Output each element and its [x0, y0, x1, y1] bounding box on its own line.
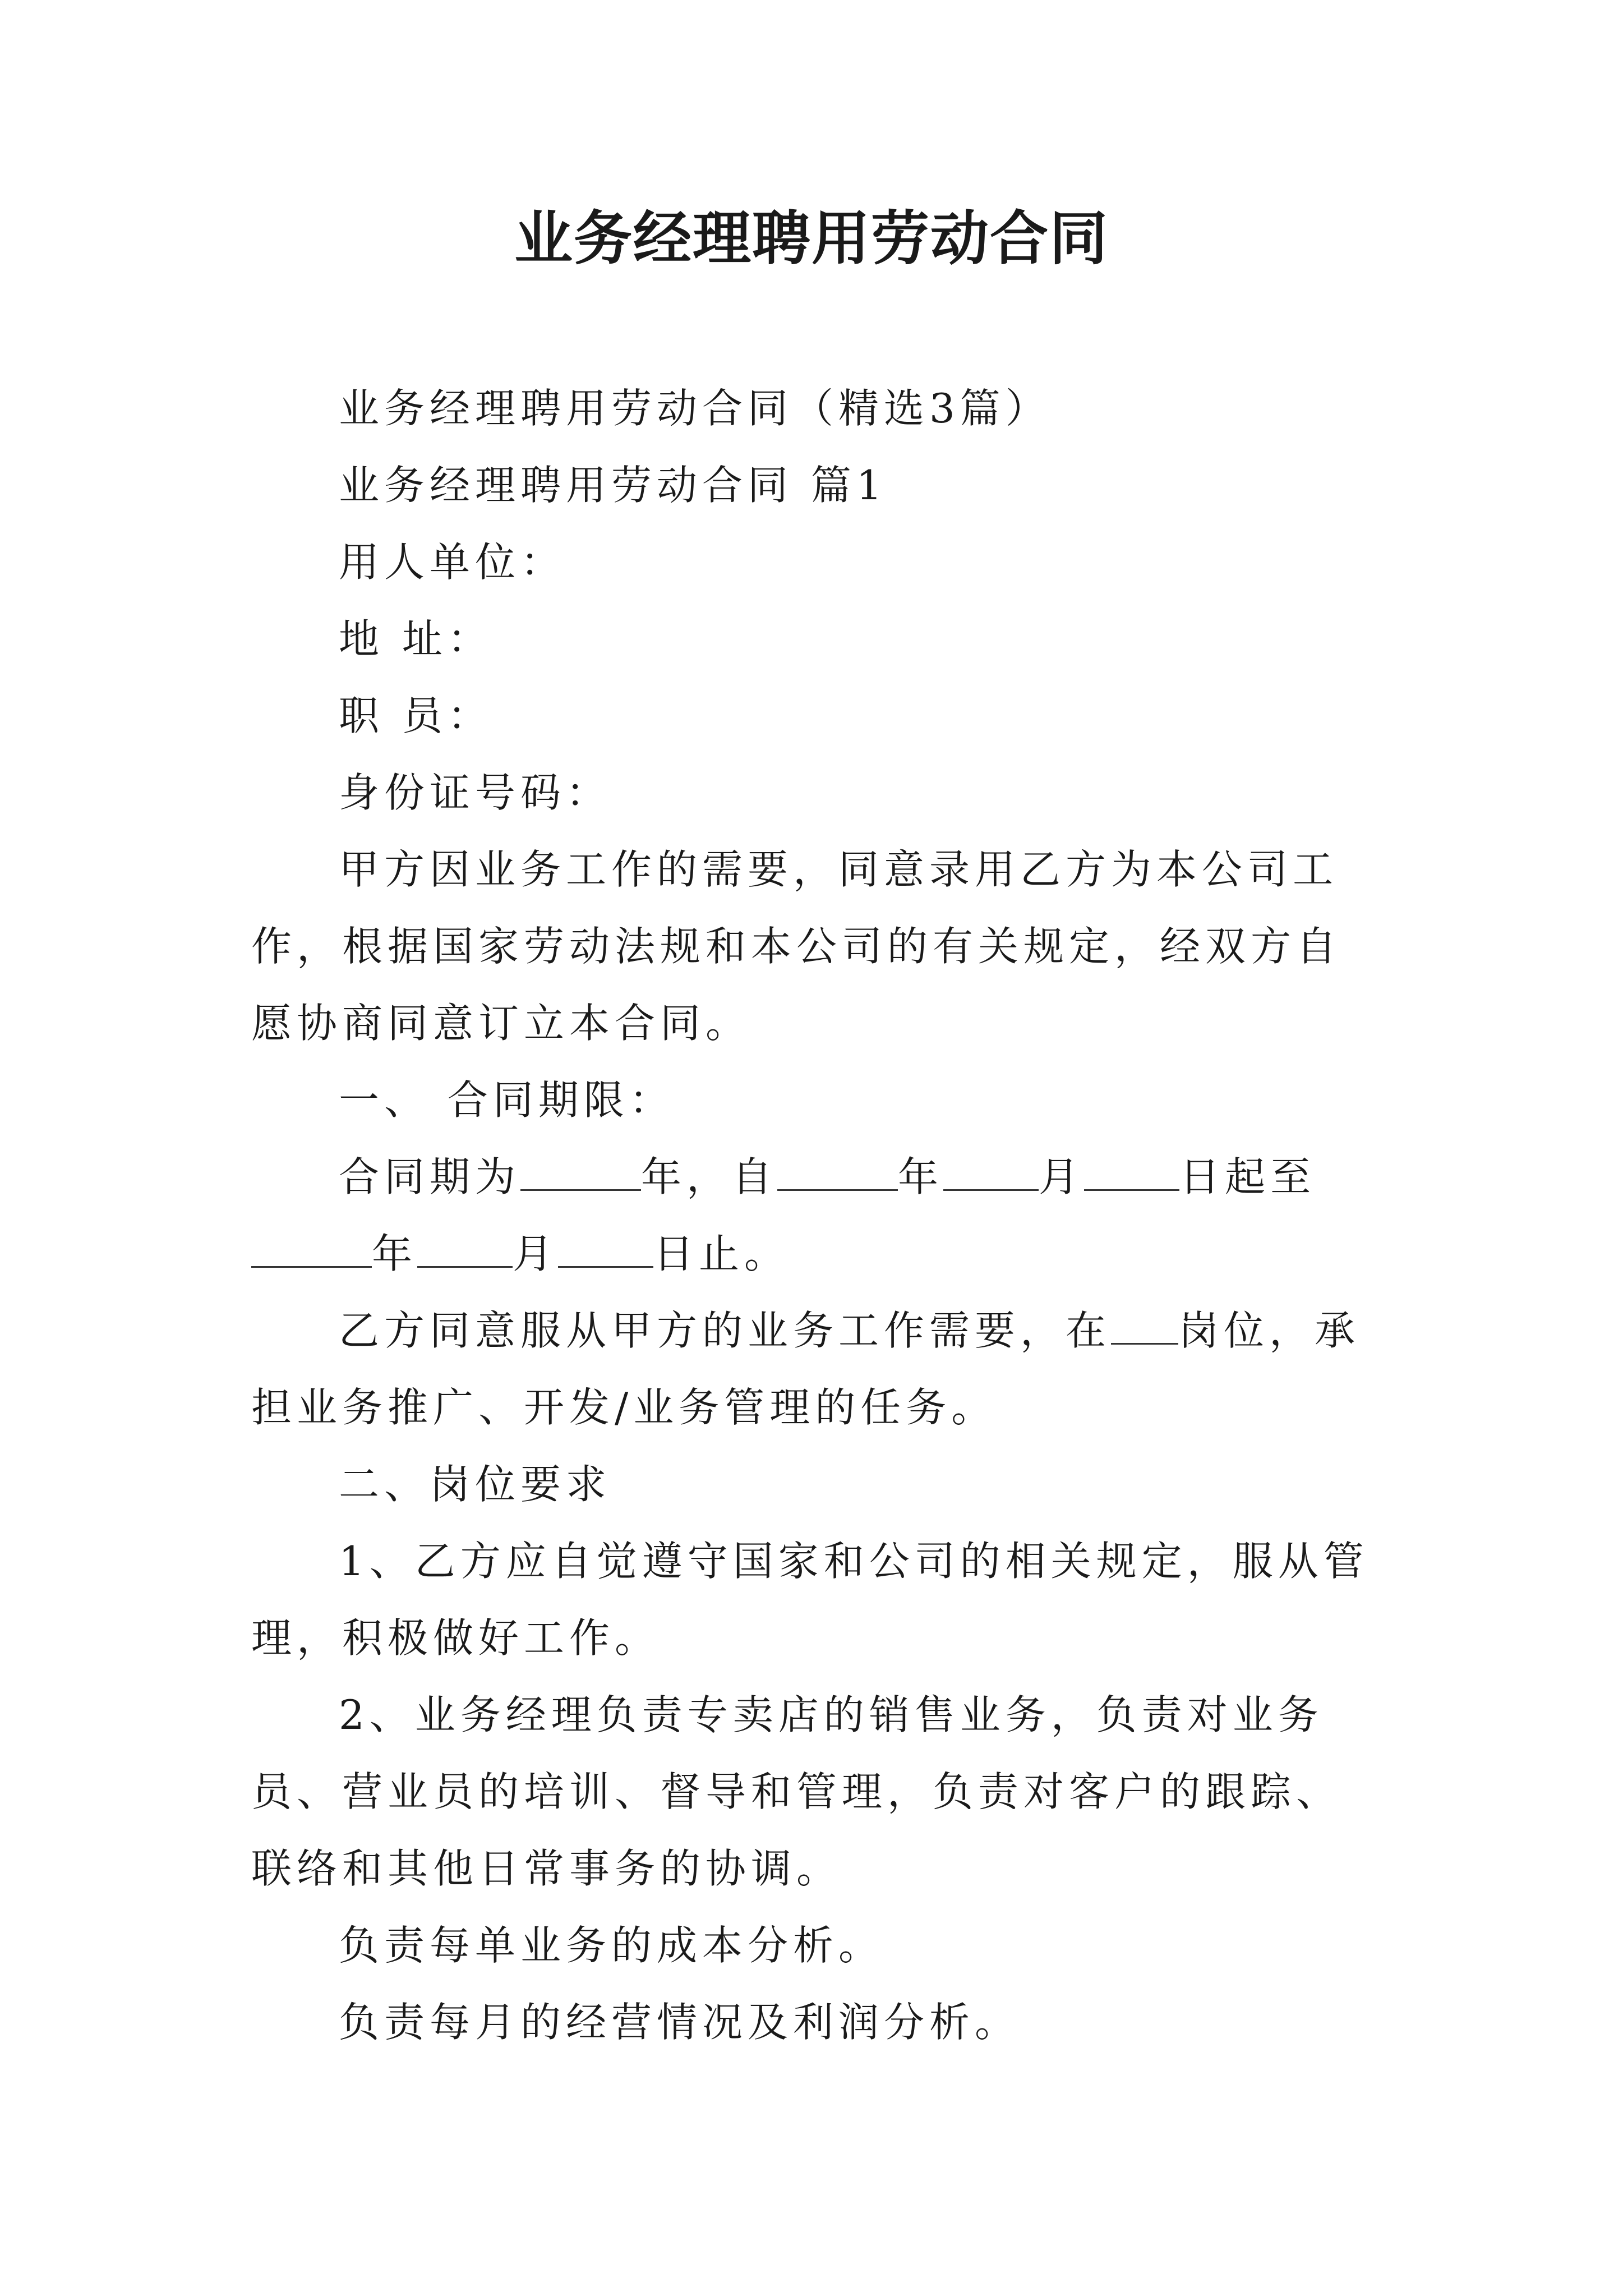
- requirement-item: 1、乙方应自觉遵守国家和公司的相关规定，服从管理，积极做好工作。: [251, 1538, 1369, 1662]
- term-text: 年: [372, 1230, 418, 1277]
- position-paragraph: [251, 1292, 1384, 1446]
- field-address: 地 址：: [339, 615, 493, 662]
- blank-line: [417, 1232, 513, 1268]
- blank-line: [558, 1232, 653, 1268]
- blank-line: [1111, 1309, 1178, 1345]
- term-text: 年，自: [641, 1153, 778, 1200]
- intro-paragraph: 甲方因业务工作的需要，同意录用乙方为本公司工作，根据国家劳动法规和本公司的有关规定，经双方自愿协商同意订立本合同。: [251, 846, 1342, 1047]
- field-employer: 用人单位：: [339, 539, 566, 586]
- field-id-number: 身份证号码：: [339, 769, 612, 816]
- term-text: 月: [513, 1230, 559, 1277]
- blank-line: [1084, 1156, 1179, 1191]
- position-text: 乙方同意服从甲方的业务工作需要，在: [339, 1307, 1112, 1354]
- term-text: 月: [1039, 1153, 1085, 1200]
- blank-line: [943, 1156, 1039, 1191]
- contract-term-paragraph: [251, 1139, 1384, 1292]
- document-title: 业务经理聘用劳动合同: [514, 204, 1109, 273]
- requirement-item: 负责每月的经营情况及利润分析。: [339, 1999, 1021, 2046]
- document-body: [251, 370, 1384, 2061]
- term-text: 日起至: [1179, 1153, 1316, 1200]
- term-text: 年: [898, 1153, 944, 1200]
- field-employee: 职 员：: [339, 692, 493, 739]
- position-text: 岗位，承担业务推广、开发/业务管理的任务。: [251, 1307, 1361, 1431]
- requirement-item: 2、业务经理负责专卖店的销售业务，负责对业务员、营业员的培训、督导和管理，负责对客户的跟踪、联络和其他日常事务的协调。: [251, 1691, 1342, 1892]
- section-1-heading: 一、 合同期限：: [339, 1076, 675, 1124]
- subtitle: 业务经理聘用劳动合同（精选3篇）: [339, 385, 1051, 432]
- blank-line: [251, 1232, 372, 1268]
- blank-line: [520, 1156, 641, 1191]
- requirement-item: 负责每单业务的成本分析。: [339, 1922, 884, 1969]
- chapter-heading: 业务经理聘用劳动合同 篇1: [339, 462, 887, 509]
- blank-line: [777, 1156, 898, 1191]
- term-text: 日止。: [653, 1230, 790, 1277]
- term-text: 合同期为: [339, 1153, 521, 1200]
- section-2-heading: 二、岗位要求: [339, 1461, 612, 1508]
